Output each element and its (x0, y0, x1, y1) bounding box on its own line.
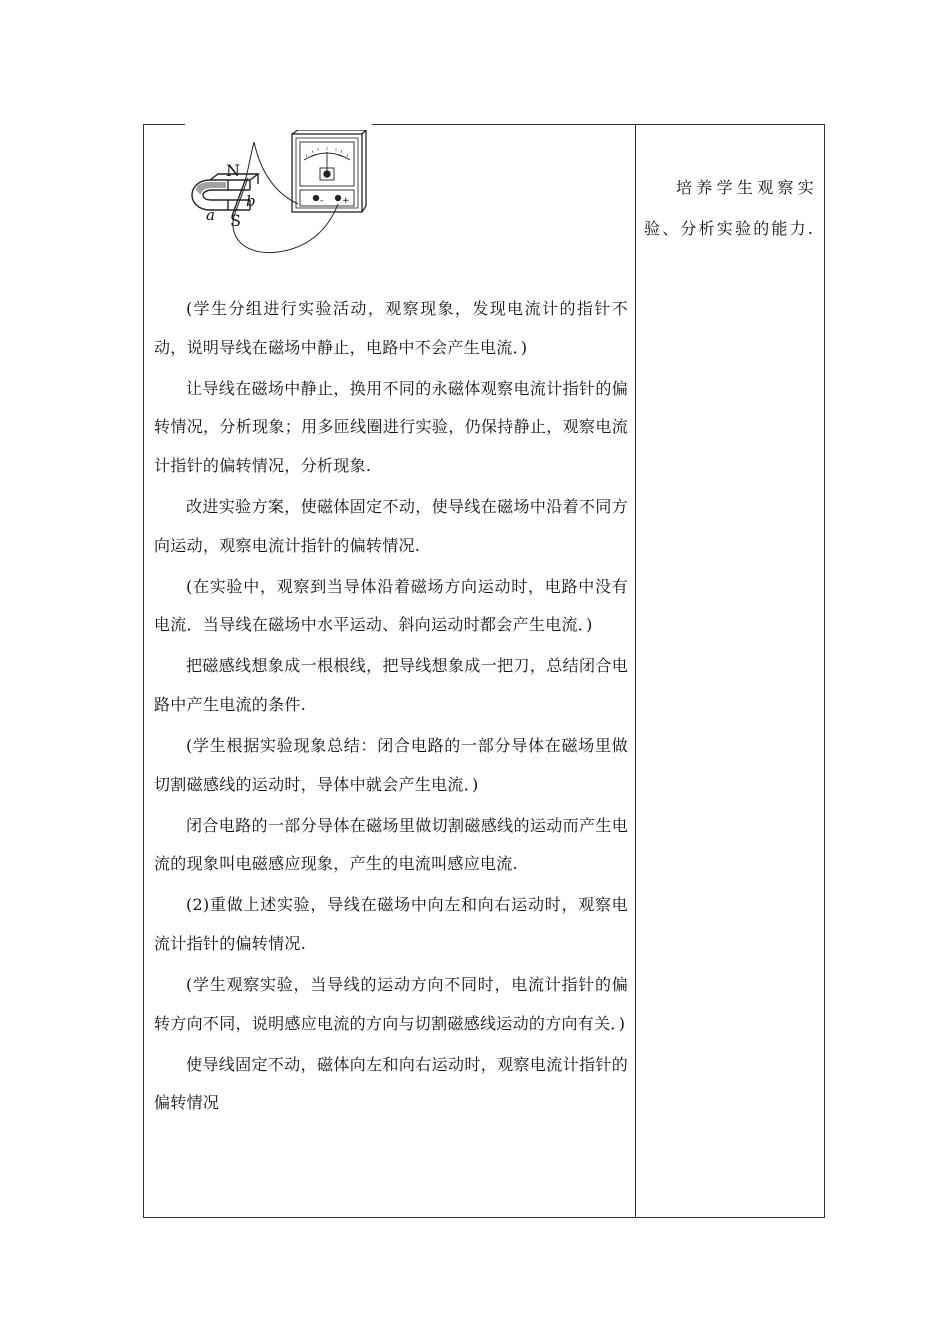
pole-s-label: S (230, 211, 241, 230)
point-a-label: a (206, 206, 215, 224)
paragraph-3: 改进实验方案，使磁体固定不动，使导线在磁场中沿着不同方向运动，观察电流计指针的偏转情况. (154, 496, 628, 555)
design-intent-column (644, 167, 816, 249)
point-b-label: b (246, 192, 256, 210)
table-right-border (824, 124, 825, 1218)
table-top-border-right (372, 124, 825, 125)
terminal-minus-label: - (320, 196, 324, 206)
table-column-divider (635, 124, 636, 1218)
paragraph-9: (学生观察实验，当导线的运动方向不同时，电流计指针的偏转方向不同，说明感应电流的方向与切割磁感线运动的方向有关．) (154, 975, 628, 1033)
paragraph-10: 使导线固定不动，磁体向左和向右运动时，观察电流计指针的偏转情况 (154, 1054, 628, 1113)
pole-n-label: N (226, 161, 240, 180)
terminal-plus-label: + (342, 196, 350, 206)
paragraph-2: 让导线在磁场中静止，换用不同的永磁体观察电流计指针的偏转情况，分析现象；用多匝线圈进行实验，仍保持静止，观察电流计指针的偏转情况，分析现象. (154, 378, 628, 475)
table-bottom-border (143, 1217, 825, 1218)
paragraph-4: (在实验中，观察到当导体沿着磁场方向运动时，电路中没有电流．当导线在磁场中水平运动、斜向运动时都会产生电流．) (154, 576, 628, 635)
paragraph-8: (2)重做上述实验，导线在磁场中向左和向右运动时，观察电流计指针的偏转情况. (154, 895, 628, 953)
paragraph-6: (学生根据实验现象总结：闭合电路的一部分导体在磁场里做切割磁感线的运动时，导体中就会产生电流．) (154, 736, 628, 794)
experiment-illustration (188, 130, 378, 265)
design-intent-note: 培养学生观察实验、分析实验的能力. (644, 178, 816, 238)
paragraph-1: (学生分组进行实验活动，观察现象，发现电流计的指针不动，说明导线在磁场中静止，电路中不会产生电流．) (154, 299, 628, 357)
galvanometer-icon (292, 130, 366, 212)
teaching-process-column (154, 290, 628, 1125)
paragraph-5: 把磁感线想象成一根根线，把导线想象成一把刀，总结闭合电路中产生电流的条件. (154, 656, 628, 714)
paragraph-7: 闭合电路的一部分导体在磁场里做切割磁感线的运动而产生电流的现象叫电磁感应现象，产生的电流叫感应电流. (154, 815, 628, 874)
table-top-border-left (143, 124, 185, 125)
table-left-border (143, 124, 144, 1218)
